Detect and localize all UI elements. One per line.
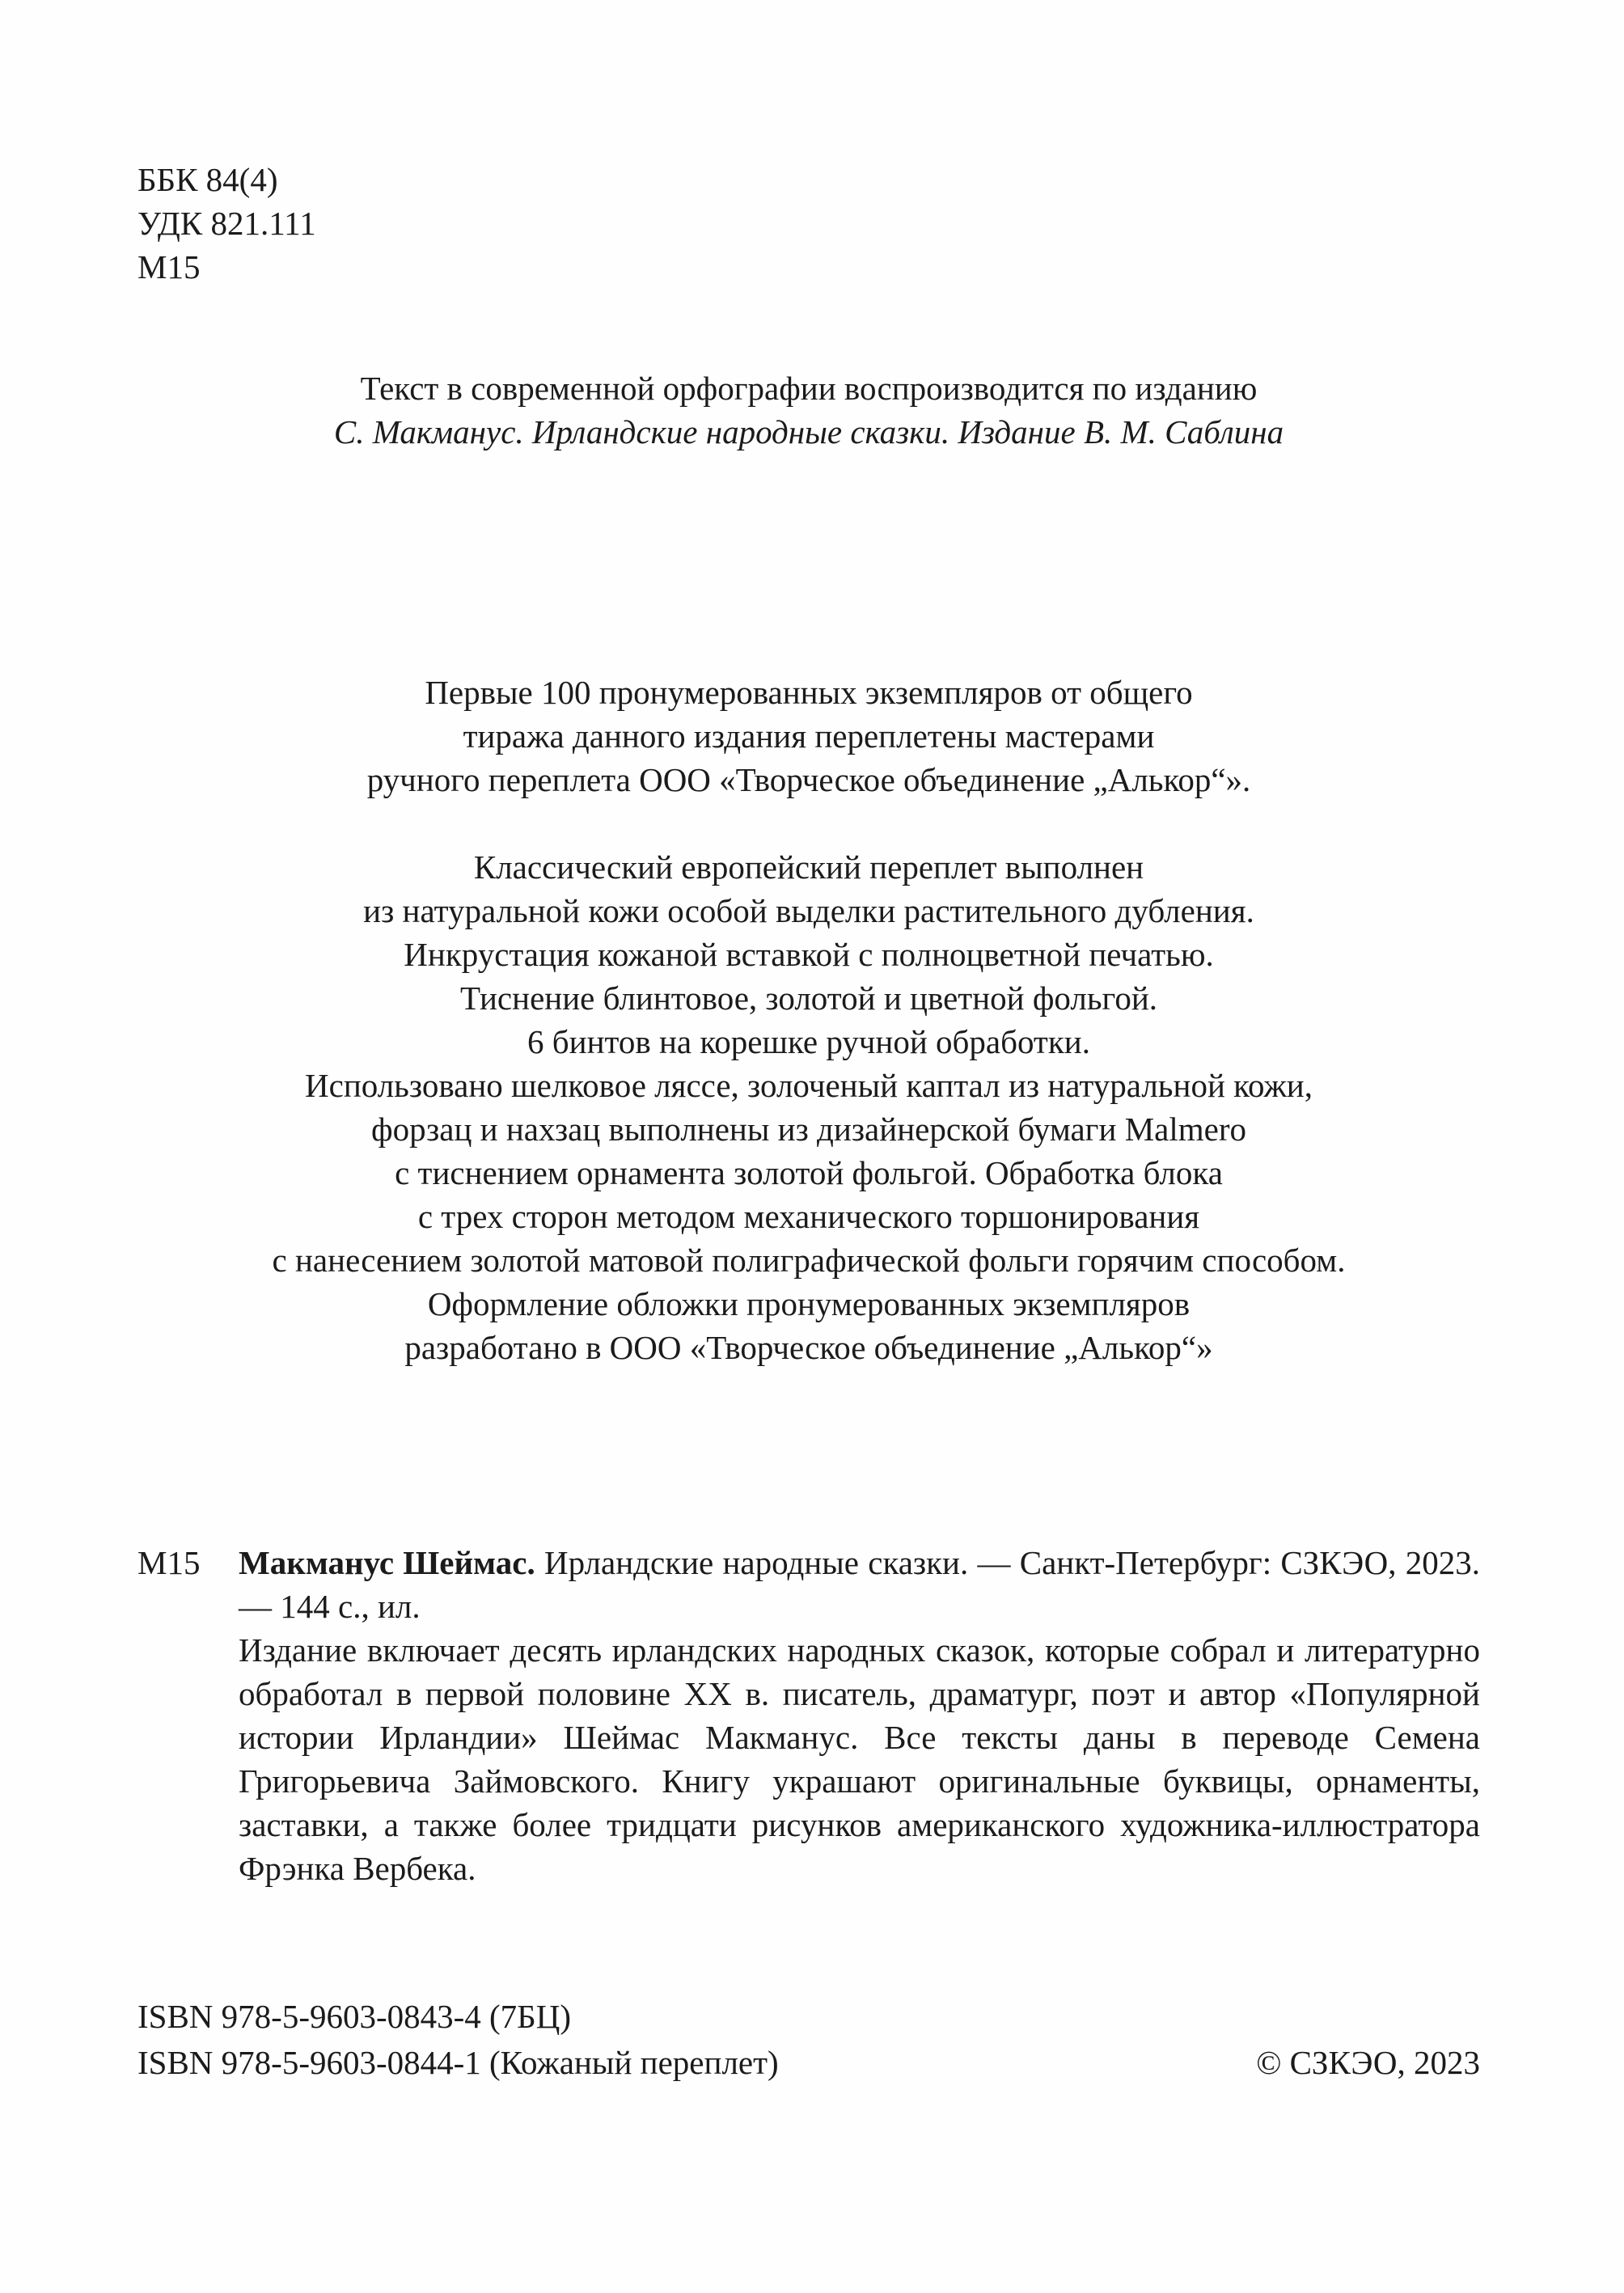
source-edition-note (137, 366, 1480, 454)
bibliographic-record (137, 1541, 1480, 1890)
binding-line: Оформление обложки пронумерованных экземпляров (427, 1285, 1191, 1322)
binding-line: из натуральной кожи особой выделки растительного дубления. (363, 892, 1254, 929)
binding-line: Тиснение блинтовое, золотой и цветной фольгой. (459, 979, 1158, 1017)
udk-code: УДК 821.111 (137, 205, 316, 242)
binding-line: форзац и нахзац выполнены из дизайнерской бумаги Malmero (371, 1111, 1246, 1148)
binding-line: с нанесением золотой матовой полиграфической фольги горячим способом. (272, 1242, 1346, 1279)
copyright-notice: © СЗКЭО, 2023 (1256, 2044, 1480, 2081)
record-author: Макманус Шеймас. (239, 1544, 535, 1581)
isbn-block (137, 1994, 779, 2086)
binding-line: с трех сторон методом механического торшонирования (417, 1198, 1200, 1235)
binding-line: Использовано шелковое ляссе, золоченый каптал из натуральной кожи, (305, 1067, 1313, 1104)
limited-edition-note (137, 671, 1480, 802)
binding-line: разработано в ООО «Творческое объединение „Алькор“» (404, 1329, 1213, 1366)
source-note-line-1: Текст в современной орфографии воспроизводится по изданию (360, 370, 1258, 407)
record-title: Ирландские народные сказки. — Санкт-Петербург: СЗКЭО, 2023. — 144 с., ил. (239, 1544, 1480, 1625)
binding-line: Классический европейский переплет выполнен (473, 848, 1144, 886)
binding-line: 6 бинтов на корешке ручной обработки. (527, 1023, 1090, 1060)
binding-line: Инкрустация кожаной вставкой с полноцветной печатью. (404, 936, 1214, 973)
limited-edition-line: ручного переплета ООО «Творческое объединение „Алькор“». (366, 761, 1251, 798)
limited-edition-line: Первые 100 пронумерованных экземпляров от общего (425, 674, 1193, 711)
binding-line: с тиснением орнамента золотой фольгой. Обработка блока (395, 1154, 1223, 1191)
classification-codes (137, 158, 1480, 289)
source-note-line-2: С. Макманус. Ирландские народные сказки. Издание В. М. Саблина (333, 413, 1284, 451)
record-entry (239, 1541, 1480, 1890)
bbk-code: ББК 84(4) (137, 161, 278, 198)
record-title-line (239, 1541, 1480, 1628)
binding-description (137, 845, 1480, 1369)
isbn-line-1: ISBN 978-5-9603-0843-4 (7БЦ) (137, 1998, 571, 2035)
record-annotation: Издание включает десять ирландских народных сказок, которые собрал и литературно обработал в первой половине XX в. писатель, драматург, поэт и автор «Популярной истории Ирландии» Шеймас Макманус. Все тексты даны в переводе Семена Григорьевича Займовского. Книгу украшают оригинальные буквицы, орнаменты, заставки, а также более тридцати рисунков американского художника-иллюстратора Фрэнка Вербека. (239, 1631, 1480, 1887)
imprint-footer (137, 1994, 1480, 2086)
limited-edition-line: тиража данного издания переплетены мастерами (463, 717, 1155, 755)
isbn-line-2: ISBN 978-5-9603-0844-1 (Кожаный переплет) (137, 2044, 779, 2081)
author-sign-code: М15 (137, 248, 201, 286)
record-author-sign: М15 (137, 1544, 201, 1581)
